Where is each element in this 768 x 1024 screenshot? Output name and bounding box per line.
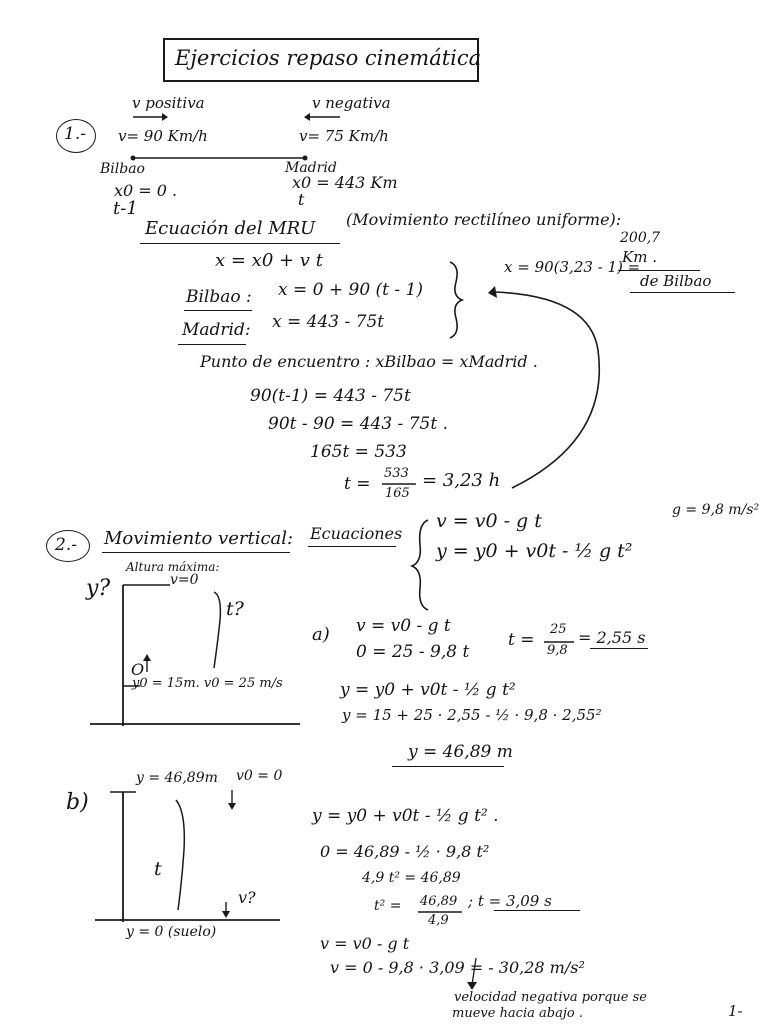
step-4-denominator: 165 [385,486,410,501]
part-b-line-2: 0 = 46,89 - ½ · 9,8 t² [320,842,490,861]
part-b-line-6: v = 0 - 9,8 · 3,09 = - 30,28 m/s² [330,958,585,977]
result-from: de Bilbao [640,272,712,290]
note-arrow-icon [467,982,477,990]
curved-arrow [495,292,599,488]
x0-bilbao: x0 = 0 . [114,181,178,200]
arrow-right-icon [162,113,168,121]
part-b-result-underline [494,910,580,911]
eq-velocity: v = v0 - g t [436,510,542,532]
result-from-underline [630,292,735,293]
page-title: Ejercicios repaso cinemática [175,46,482,70]
step-1: 90(t-1) = 443 - 75t [250,386,411,406]
part-b-label: b) [66,790,89,815]
down-arrow-icon [228,803,236,810]
problem-2-number: 2.- [55,535,77,555]
eq-position: y = y0 + v0t - ½ g t² [436,540,633,562]
result-unit: Km . [622,248,657,266]
diagram-a-y0: y0 = 15m. v0 = 25 m/s [132,676,283,691]
bilbao-eq-label: Bilbao : [186,287,252,307]
part-b-note-1: velocidad negativa porque se [454,990,647,1005]
problem-1-number: 1.- [64,124,86,144]
madrid-eq-label: Madrid: [182,320,251,340]
part-a-line-4: y = 15 + 25 · 2,55 - ½ · 9,8 · 2,55² [342,706,602,724]
diagram-a-max-height: Altura máxima: [126,560,220,574]
v-bilbao: v= 90 Km/h [118,127,208,145]
bilbao-point [131,156,136,161]
t-madrid: t [298,190,305,209]
vertical-underline [102,552,290,553]
mru-general-eq: x = x0 + v t [215,250,323,271]
result-value: 200,7 [620,230,661,246]
mru-heading-paren: (Movimiento rectilíneo uniforme): [346,210,622,229]
part-a-result-t: = 2,55 s [578,628,646,647]
diagram-a-origin: O [131,660,145,679]
diagram-a-y-label: y? [86,576,111,601]
part-b-line-1: y = y0 + v0t - ½ g t² . [312,806,499,826]
part-b-denominator: 4,9 [428,913,449,928]
meeting-point: Punto de encuentro : xBilbao = xMadrid . [200,352,538,371]
bilbao-label: Bilbao [100,161,145,177]
v-madrid: v= 75 Km/h [299,127,389,145]
madrid-eq-underline [178,344,246,345]
up-arrow-icon [143,654,151,661]
diagram-a-t: t? [226,598,244,620]
diagram-b-top-y: y = 46,89m [136,770,218,786]
system-brace [450,262,462,338]
part-a-result-y-underline [392,766,504,767]
diagram-b-top-v: v0 = 0 [236,768,283,784]
madrid-label: Madrid [285,160,337,176]
down-arrow-icon [222,911,230,918]
step-4-left: t = [344,474,371,494]
part-a-line-1: v = v0 - g t [356,616,451,636]
part-b-line-3: 4,9 t² = 46,89 [362,870,461,886]
part-b-numerator: 46,89 [420,894,458,909]
step-2: 90t - 90 = 443 - 75t . [268,414,448,434]
bilbao-eq-underline [184,310,252,311]
part-b-line-5: v = v0 - g t [320,934,410,953]
diagram-b-floor: y = 0 (suelo) [126,924,217,940]
result-eq: x = 90(3,23 - 1) = [504,258,641,276]
gravity-value: g = 9,8 m/s² [672,502,760,518]
mru-heading: Ecuación del MRU [145,218,316,239]
diagram-a-brace [214,592,220,668]
equations-underline [308,546,396,547]
vertical-heading: Movimiento vertical: [104,528,294,549]
mru-underline [140,243,340,244]
part-b-note-2: mueve hacia abajo . [452,1006,583,1021]
diagram-a-v0: v=0 [170,572,199,588]
curved-arrow-head-icon [488,286,497,298]
part-a-label: a) [312,624,330,645]
part-a-result-y: y = 46,89 m [408,742,513,762]
part-a-t: t = [508,630,535,650]
result-underline [618,270,700,271]
bilbao-eq: x = 0 + 90 (t - 1) [278,280,424,300]
part-a-numerator: 25 [550,622,567,637]
t-bilbao: t-1 [113,198,138,219]
equations-brace [412,520,428,610]
equations-label: Ecuaciones [310,524,403,543]
diagram-b-t: t [154,858,162,880]
part-b-result-t: ; t = 3,09 s [468,892,552,910]
diagram-b-v-question: v? [238,888,256,907]
part-b-t2: t² = [374,898,402,914]
step-3: 165t = 533 [310,442,407,462]
step-4-result: = 3,23 h [422,470,501,491]
part-a-line-3: y = y0 + v0t - ½ g t² [340,680,516,700]
madrid-eq: x = 443 - 75t [272,312,385,332]
x0-madrid: x0 = 443 Km [292,173,398,192]
part-a-result-underline [590,648,648,649]
part-a-line-2: 0 = 25 - 9,8 t [356,642,470,662]
page-number: 1- [728,1002,743,1020]
v-negative-label: v negativa [312,94,391,112]
v-positive-label: v positiva [132,94,205,112]
part-a-denominator: 9,8 [547,643,568,658]
step-4-numerator: 533 [384,466,409,481]
diagram-b-brace [176,800,184,910]
arrow-left-icon [304,113,310,121]
